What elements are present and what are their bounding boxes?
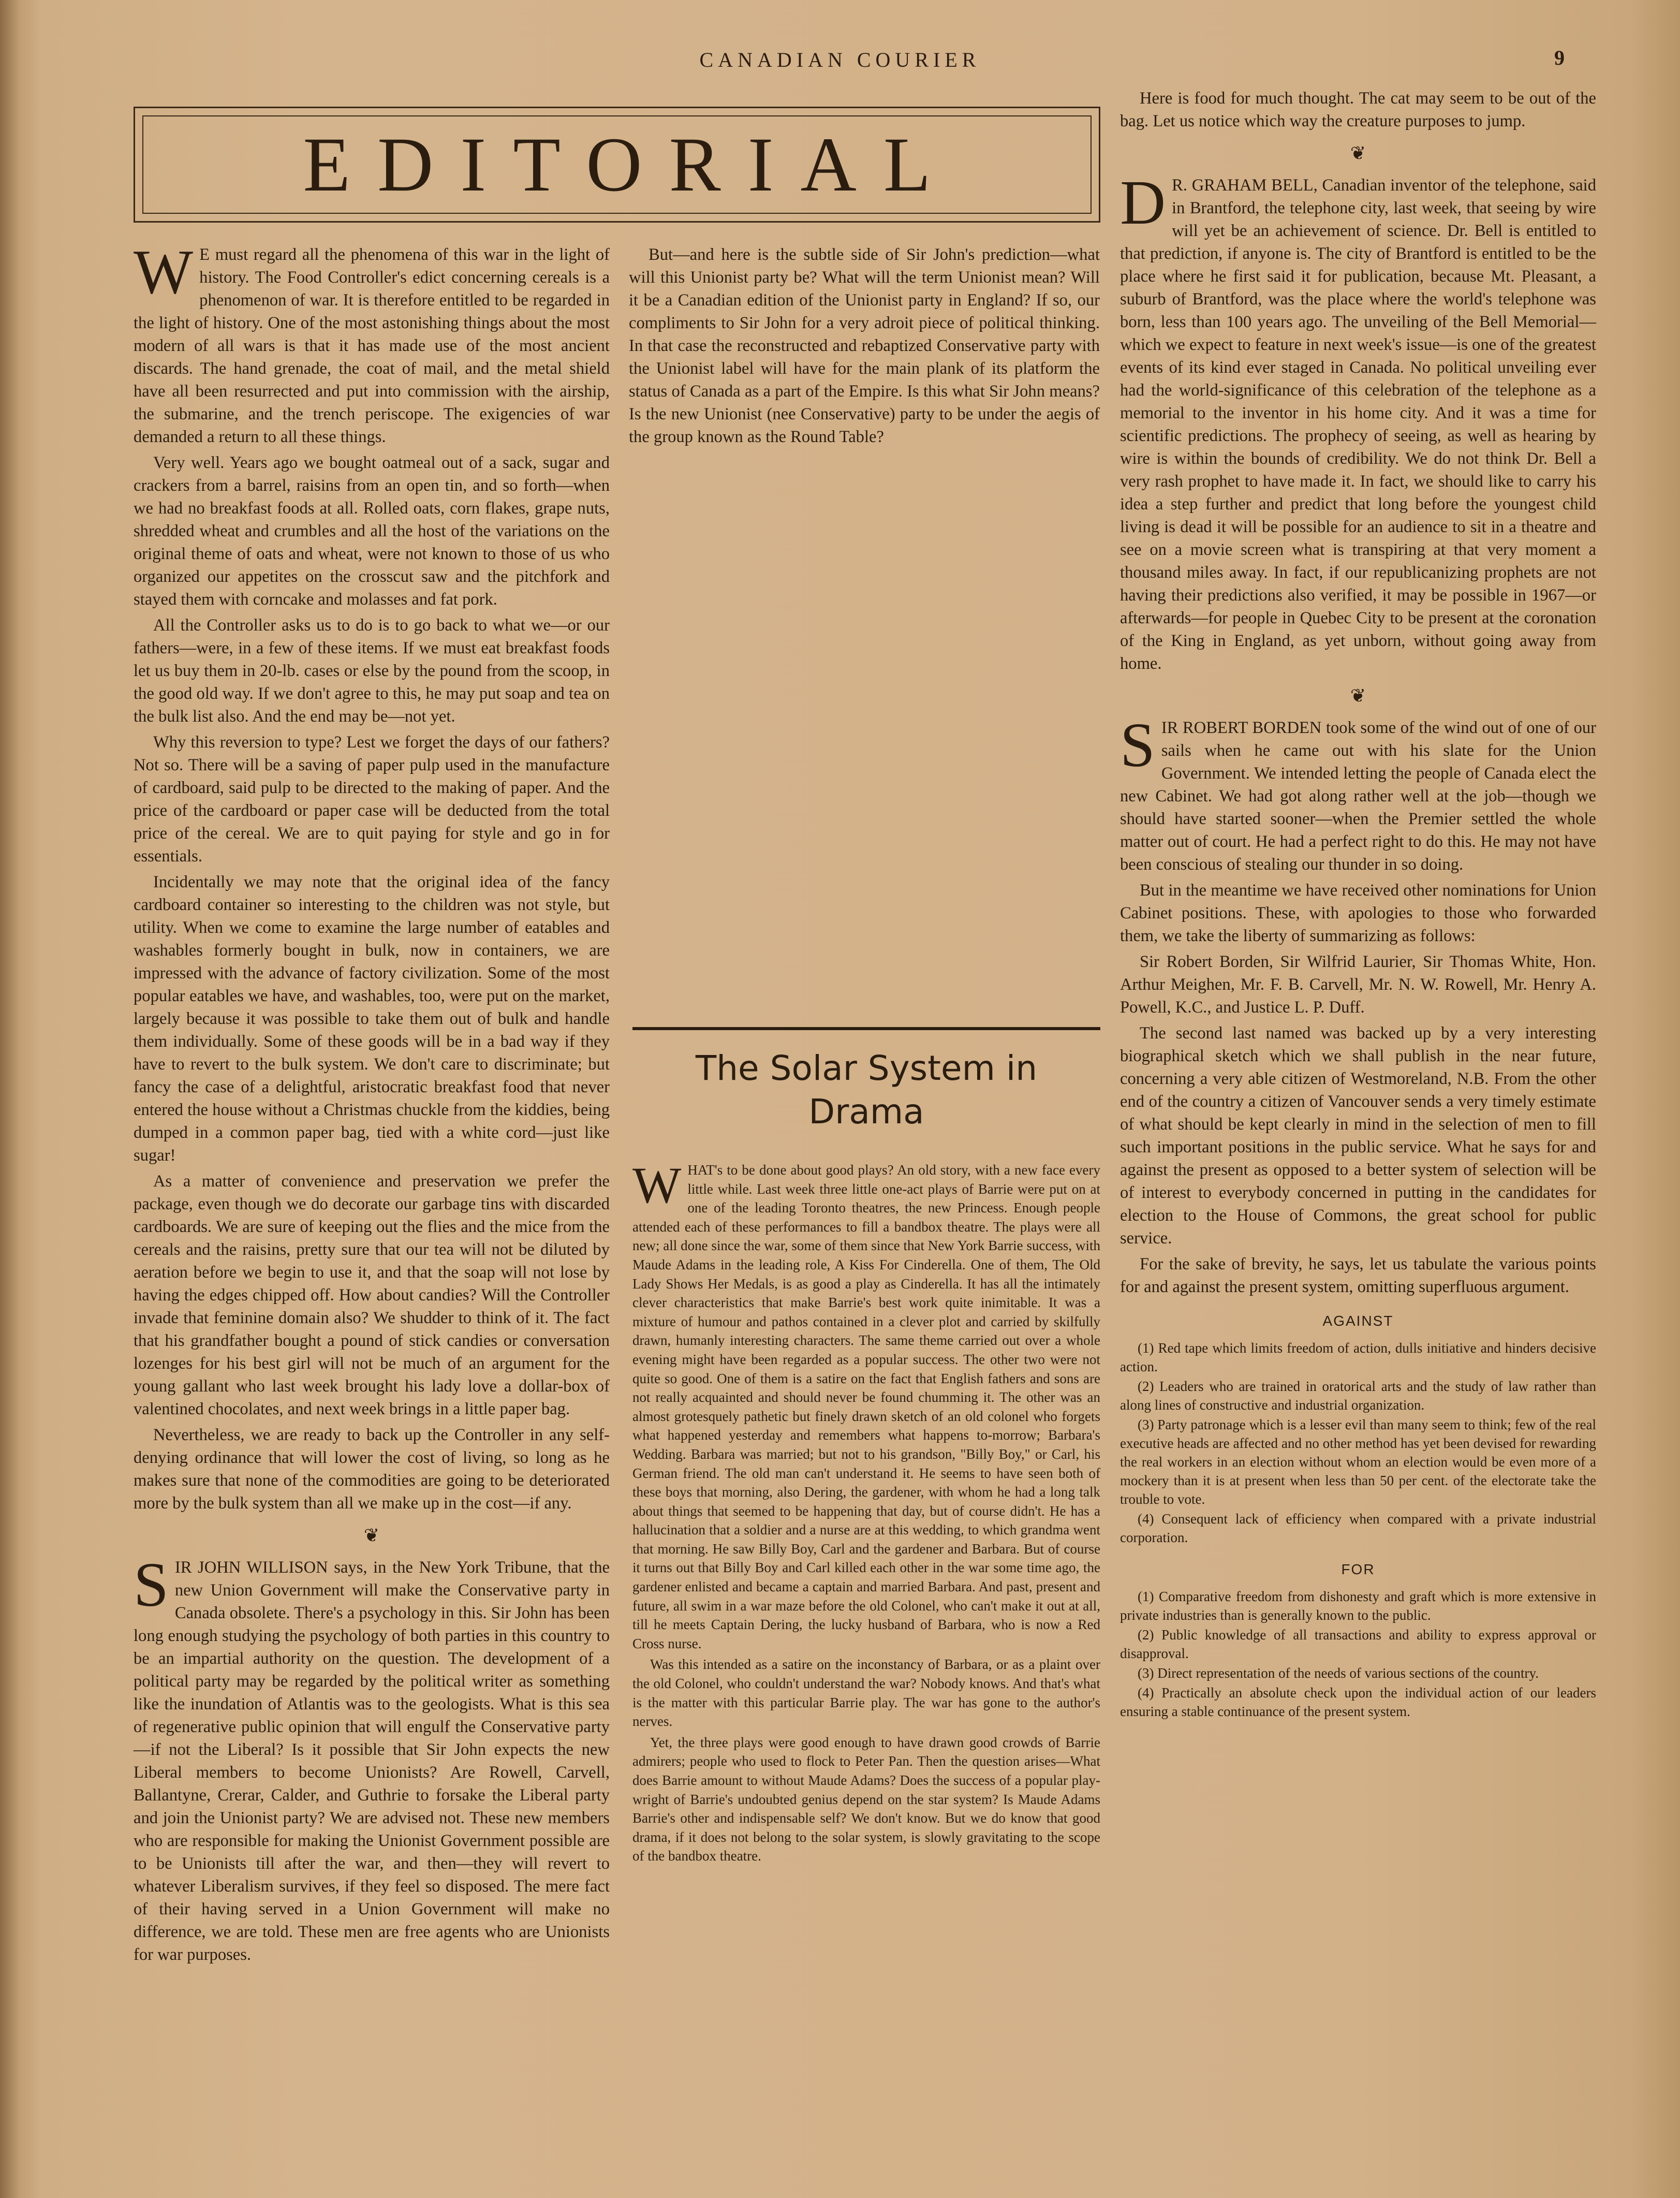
paragraph-text: IR ROBERT BORDEN took some of the wind out of one of our sails when he came out with his slate for the Union Government. We intended letting the people of Canada elect the new Cabinet. We had got along rather well at the job—though we should have started sooner—when the Premier settled the whole matter out of court. He had a perfect right to do this. He may not have been conscious of stealing our thunder in so doing. bbox=[1120, 719, 1596, 874]
paragraph-text: HAT's to be done about good plays? An old story, with a new face every little while. Last week three little one-act plays of Barrie were put on at one of the leading Toronto theatres, the new Princess. Enough people attended each of these performances to fill a bandbox theatre. The plays were all new; all done since the war, some of them since that New York Barrie success, with Maude Adams in the leading role, A Kiss For Cinderella. One of them, The Old Lady Shows Her Medals, is as good a play as Cinderella. It has all the intimately clever characteristics that make Barrie's best work quite inimitable. It was a mixture of humour and pathos contained in a clever plot and carried by skilfully drawn, humanly interesting characters. The same theme carried out over a whole evening might have been regarded as a popular success. The other two were not quite so good. One of them is a satire on the fact that English fathers and sons are not really acquainted and should never be found chumming it. The other was an almost grotesquely pathetic but finely drawn sketch of an old colonel who forgets what happened yesterday and remembers what happens to-morrow; Barbara's Wedding. Barbara was married; but not to his grandson, "Billy Boy," or Carl, his German friend. The old man can't understand it. He seems to have seen both of these boys that morning, also Dering, the gardener, with whom he had a long talk about things that seemed to be happening that day, but of course didn't. He has a hallucination that a soldier and a nurse are at this wedding, to which grandma went that morning. He saw Billy Boy, Carl and the gardener and Barbara. But of course it turns out that Billy Boy and Carl killed each other in the war some time ago, the gardener enlisted and became a captain and married Barbara. And past, present and future, all swim in a war maze before the old Colonel, who can't make it out at all, till he meets Captain Dering, the lucky husband of Barbara, who is now a Red Cross nurse. bbox=[632, 1162, 1100, 1651]
paragraph-text: E must regard all the phenomena of this war in the light of history. The Food Controller's edict concerning cereals is a phenomenon of war. It is therefore entitled to be regarded in the light of history. One of the most astonishing things about the most modern of all wars is that it has made use of the most ancient discards. The hand grenade, the coat of mail, and the metal shield have all been resurrected and put into commission with the airship, the submarine, and the trench periscope. The exigencies of war demanded a return to all these things. bbox=[134, 245, 610, 446]
paragraph: Incidentally we may note that the original idea of the fancy cardboard container so interesting to the children was not style, but utility. When we come to examine the large number of eatables and washables formerly bought in bulk, now in containers, we are impressed with the advance of factory civilization. Some of the most popular eatables we have, and washables, too, were put on the market, largely because it was possible to take them out of bulk and handle them individually. Some of these goods will be in a bad way if they have to revert to the bulk system. We don't care to discriminate; but fancy the case of a delightful, aristocratic breakfast food that never entered the house without a Christmas chuckle from the kiddies, being dumped in a common paper bag, tied with a white cord—just like sugar! bbox=[134, 873, 610, 1165]
list-item: (3) Party patronage which is a lesser evil than many seem to think; few of the real executive heads are affected and no other method has yet been devised for rewarding the real workers in an election without whom an election would be even more of a mockery than it is at present when less than 50 per cent. of the electorate take the trouble to vote. bbox=[1120, 1417, 1596, 1507]
dropcap: W bbox=[632, 1156, 682, 1214]
list-item: (2) Public knowledge of all transactions and ability to express approval or disapproval. bbox=[1120, 1627, 1596, 1661]
paragraph-text: R. GRAHAM BELL, Canadian inventor of the telephone, said in Brantford, the telephone city, last week, that seeing by wire will yet be an achievement of science. Dr. Bell is entitled to that prediction, if anyone is. The city of Brantford is entitled to be the place where he first said it for publication, because Mt. Pleasant, a suburb of Brantford, was the place where the world's telephone was born, less than 100 years ago. The unveiling of the Bell Memorial—which we expect to feature in next week's issue—is one of the greatest events of its kind ever staged in Canada. No political unveiling ever had the world-significance of this celebration of the telephone as a memorial to the inventor in his home city. And it was a time for scientific predictions. The prophecy of seeing, as well as hearing by wire is within the bounds of credibility. We do not think Dr. Bell a very rash prophet to have made it. In fact, we should like to carry his idea a step further and predict that long before the youngest child living is dead it will be possible for an audience to sit in a theatre and see on a movie screen what is transpiring at that very moment a thousand miles away. In fact, if our republicanizing prophets are not having their predictions also verified, it may be possible in 1967—or afterwards—for people in Quebec City to be present at the coronation of the King in England, as yet unborn, without going away from home. bbox=[1120, 176, 1596, 673]
paragraph bbox=[134, 237, 610, 448]
list-item: (1) Red tape which limits freedom of action, dulls initiative and hinders decisive action. bbox=[1120, 1340, 1596, 1374]
paragraph: Very well. Years ago we bought oatmeal out of a sack, sugar and crackers from a barrel, raisins from an open tin, and so forth—when we had no breakfast foods at all. Rolled oats, corn flakes, grape nuts, shredded wheat and crumbles and all the host of the variations on the original theme of oats and wheat, were not known to those of us who organized our appetites on the crosscut saw and the pitchfork and stayed them with corncake and molasses and fat pork. bbox=[134, 453, 610, 609]
section-ornament: ❦ bbox=[1350, 143, 1366, 164]
paragraph: The second last named was backed up by a very interesting biographical sketch which we shall publish in the near future, concerning a very able citizen of Westmoreland, N.B. From the other end of the country a citizen of Vancouver sends a very timely estimate of what should be kept clearly in mind in the selection of men to fill such important positions in the public service. What he says for and against the present as opposed to a better system of selection will be of interest to everybody concerned in putting in the candidates for election to the House of Commons, the great school for public service. bbox=[1120, 1024, 1596, 1248]
masthead-inner-frame bbox=[142, 115, 1092, 214]
paragraph bbox=[134, 1550, 610, 1966]
paragraph: All the Controller asks us to do is to go back to what we—or our fathers—were, in a few of these items. If we must eat breakfast foods let us buy them in 20-lb. cases or else by the pound from the scoop, in the good old way. If we don't agree to this, he may put soap and tea on the bulk list also. And the end may be—not yet. bbox=[134, 616, 610, 726]
section-rule bbox=[632, 1027, 1100, 1030]
paragraph: Why this reversion to type? Lest we forget the days of our fathers? Not so. There will be a saving of paper pulp used in the manufacture of cardboard, said pulp to be directed to the making of paper. And the price of the cardboard or paper case will be deducted from the total price of the cereal. We are to quit paying for style and go in for essentials. bbox=[134, 733, 610, 866]
article-title: The Solar System in Drama bbox=[695, 1048, 1038, 1132]
list-item: (2) Leaders who are trained in oratorical arts and the study of law rather than along lines of constructive and industrial organization. bbox=[1120, 1379, 1596, 1413]
masthead-title: EDITORIAL bbox=[303, 122, 958, 208]
paragraph: Here is food for much thought. The cat may seem to be out of the bag. Let us notice which way the creature purposes to jump. bbox=[1120, 89, 1596, 130]
paragraph bbox=[1120, 710, 1596, 876]
column-food-controller bbox=[134, 237, 610, 1969]
dropcap: W bbox=[134, 237, 194, 307]
column-solar-system bbox=[632, 1156, 1100, 1868]
paragraph: But—and here is the subtle side of Sir John's prediction—what will this Unionist party be? What will the term Unionist mean? Will it be a Canadian edition of the Unionist party in England? If so, our compliments to Sir John for a very adroit piece of political thinking. In that case the reconstructed and rebaptized Conservative party with the Unionist label will have for the main plank of its platform the status of Canada as a part of the Empire. Is this what Sir John means? Is the new Unionist (nee Conservative) party to be under the aegis of the group known as the Round Table? bbox=[629, 245, 1100, 446]
list-against bbox=[1120, 1339, 1596, 1547]
list-item: (4) Practically an absolute check upon the individual action of our leaders ensuring a stable continuance of the present system. bbox=[1120, 1685, 1596, 1719]
subheading-for: FOR bbox=[1341, 1561, 1375, 1577]
column-bell-borden bbox=[1120, 87, 1596, 1722]
list-for bbox=[1120, 1587, 1596, 1721]
dropcap: S bbox=[134, 1550, 169, 1620]
paragraph: For the sake of brevity, he says, let us tabulate the various points for and against the present system, omitting superfluous argument. bbox=[1120, 1255, 1596, 1296]
list-item: (3) Direct representation of the needs of various sections of the country. bbox=[1138, 1665, 1539, 1681]
section-ornament: ❦ bbox=[1350, 685, 1366, 706]
subheading-against: AGAINST bbox=[1322, 1313, 1394, 1329]
page-spine-shadow bbox=[0, 0, 21, 2198]
paragraph: Yet, the three plays were good enough to have drawn good crowds of Barrie admirers; people who used to flock to Peter Pan. Then the question arises—What does Barrie amount to without Maude Adams? Does the success of a popular play-wright of Barrie's undoubted genius depend on the star system? Is Maude Adams Barrie's other and indispensable self? We don't know. But we do know that good drama, if it does not belong to the solar system, is slowly gravitating to the scope of the bandbox theatre. bbox=[632, 1734, 1100, 1864]
section-ornament: ❦ bbox=[363, 1525, 380, 1546]
paragraph bbox=[1120, 168, 1596, 675]
page-number: 9 bbox=[1554, 46, 1565, 69]
dropcap: D bbox=[1120, 168, 1166, 238]
list-item: (1) Comparative freedom from dishonesty and graft which is more extensive in private industries than is generally known to the public. bbox=[1120, 1589, 1596, 1623]
dropcap: S bbox=[1120, 710, 1155, 780]
paragraph-text: IR JOHN WILLISON says, in the New York Tribune, that the new Union Government will make the Conservative party in Canada obsolete. There's a psychology in this. Sir John has been long enough studying the psychology of both parties in this country to be an impartial authority on the question. The development of a political party may be regarded by the political writer as something like the inundation of Atlantis was to the geologists. What is this sea of regenerative public opinion that will engulf the Conservative party—if not the Liberal? Is it possible that Sir John expects the new Liberal members to become Unionists? Are Rowell, Carvell, Ballantyne, Crerar, Calder, and Guthrie to forsake the Liberal party and join the Unionist party? We are advised not. These new members who are responsible for making the Unionist Government possible are to be Unionists till after the war, and then—they will revert to whatever Liberalism survives, if they feel so disposed. The mere fact of their having served in a Union Government will make no difference, we are told. These men are free agents who are Unionists for war purposes. bbox=[134, 1558, 610, 1964]
paragraph bbox=[632, 1156, 1100, 1653]
paragraph: But in the meantime we have received other nominations for Union Cabinet positions. These, with apologies to those who forwarded them, we take the liberty of summarizing as follows: bbox=[1120, 881, 1596, 945]
paragraph: Sir Robert Borden, Sir Wilfrid Laurier, Sir Thomas White, Hon. Arthur Meighen, Mr. F. B. Carvell, Mr. N. W. Rowell, Mr. Henry A. Powell, K.C., and Justice L. P. Duff. bbox=[1120, 953, 1596, 1017]
paragraph: Nevertheless, we are ready to back up the Controller in any self-denying ordinance that will lower the cost of living, so long as he makes sure that none of the commodities are going to be deteriorated more by the bulk system than all we make up in the cost—if any. bbox=[134, 1426, 610, 1513]
paragraph: Was this intended as a satire on the inconstancy of Barbara, or as a plaint over the old Colonel, who couldn't understand the war? Nobody knows. And that's what is the matter with this particular Barrie play. The war has gone to the author's nerves. bbox=[632, 1657, 1100, 1730]
editorial-masthead bbox=[134, 107, 1100, 223]
running-header: CANADIAN COURIER bbox=[699, 48, 981, 71]
column-willison-continued bbox=[629, 243, 1100, 451]
list-item: (4) Consequent lack of efficiency when compared with a private industrial corporation. bbox=[1120, 1511, 1596, 1545]
paragraph: As a matter of convenience and preservation we prefer the package, even though we do decorate our garbage tins with discarded cardboards. We are sure of keeping out the flies and the mice from the cereals and the raisins, pretty sure that our tea will not be diluted by aeration before we begin to use it, and that the soap will not lose by having the edges chipped off. How about candies? Will the Controller invade that feminine domain also? We shudder to think of it. The fact that his grandfather bought a pound of stick candies or conversation lozenges for his best girl will not be much of an argument for the young gallant who last week brought his lady love a dollar-box of valentined chocolates, and next week brings in a little paper bag. bbox=[134, 1172, 610, 1418]
